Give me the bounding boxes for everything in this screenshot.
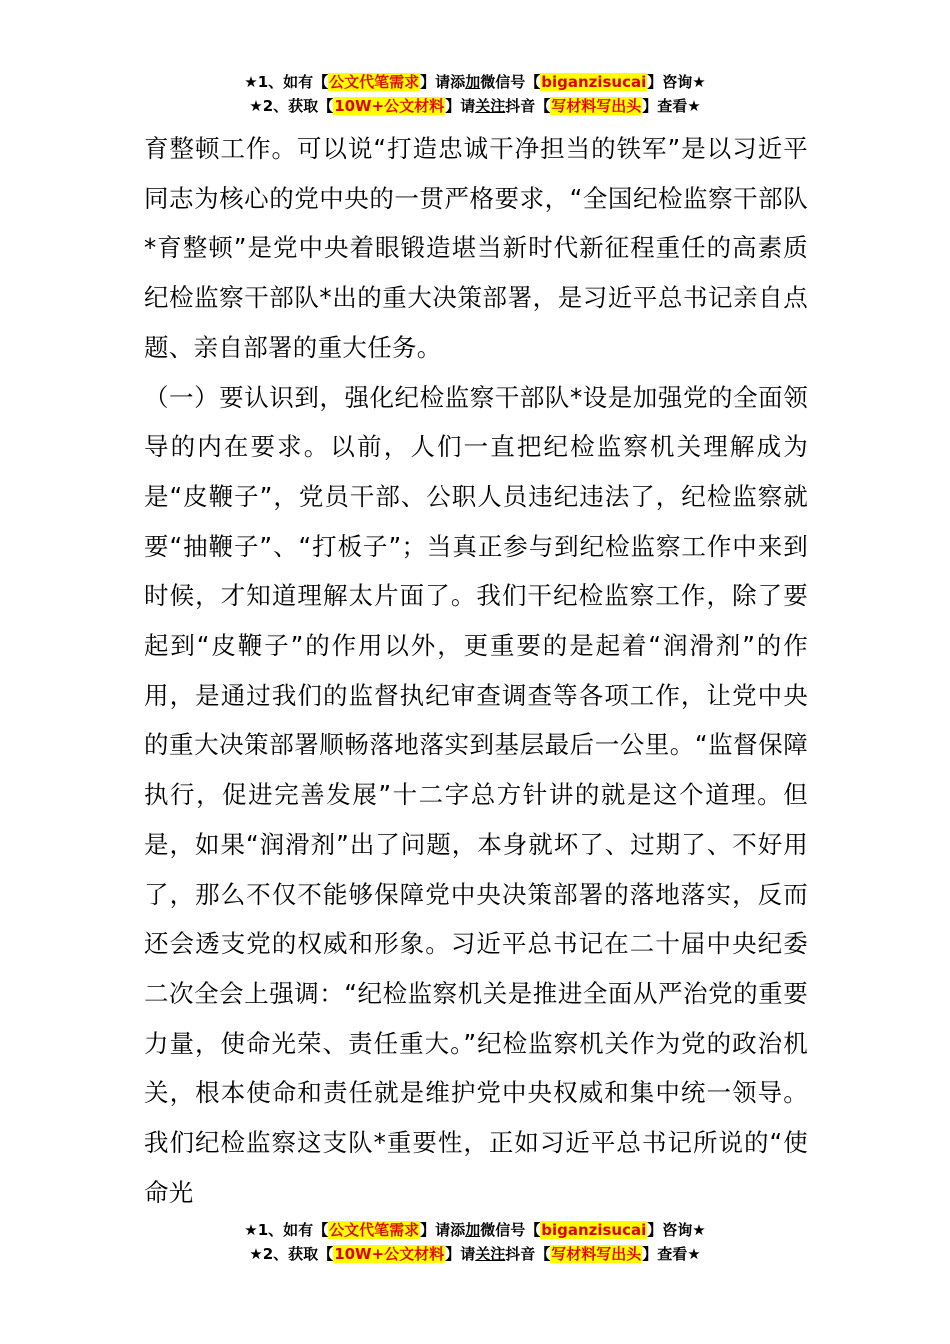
header-underline-follow: 关注	[475, 97, 506, 115]
footer-line-2-mid1: 】请	[445, 1245, 476, 1263]
header-line-2	[0, 94, 950, 118]
header-highlight-wechat-id: biganzisucai	[541, 73, 647, 91]
header-line-2-mid1: 】请	[445, 97, 476, 115]
header-line-2-suffix: 】查看★	[642, 97, 701, 115]
footer-line-1-mid1: 】请添	[420, 1221, 466, 1239]
footer-line-1-suffix: 】咨询★	[647, 1221, 706, 1239]
footer-line-1	[0, 1218, 950, 1242]
header-line-1-mid1: 】请添	[420, 73, 466, 91]
body-paragraph-2: （一）要认识到，强化纪检监察干部队*设是加强党的全面领导的内在要求。以前，人们一直把纪检监察机关理解成为是“皮鞭子”，党员干部、公职人员违纪违法了，纪检监察就要“抽鞭子”、“打板子”；当真正参与到纪检监察工作中来到时候，才知道理解太片面了。我们干纪检监察工作，除了要起到“皮鞭子”的作用以外，更重要的是起着“润滑剂”的作用，是通过我们的监督执纪审查调查等各项工作，让党中央的重大决策部署顺畅落地落实到基层最后一公里。“监督保障执行，促进完善发展”十二字总方针讲的就是这个道理。但是，如果“润滑剂”出了问题，本身就坏了、过期了、不好用了，那么不仅不能够保障党中央决策部署的落地落实，反而还会透支党的权威和形象。习近平总书记在二十届中央纪委二次全会上强调：“纪检监察机关是推进全面从严治党的重要力量，使命光荣、责任重大。”纪检监察机关作为党的政治机关，根本使命和责任就是维护党中央权威和集中统一领导。我们纪检监察这支队*重要性，正如习近平总书记所说的“使命光	[144, 382, 808, 1207]
footer-highlight-douyin-account: 写材料写出头	[551, 1245, 642, 1263]
header-highlight-service: 公文代笔需求	[329, 73, 420, 91]
footer-highlight-wechat-id: biganzisucai	[541, 1221, 647, 1239]
document-body	[144, 124, 808, 1217]
header-banner	[0, 70, 950, 118]
footer-highlight-materials: 10W+公文材料	[334, 1245, 445, 1263]
footer-banner	[0, 1218, 950, 1266]
body-paragraph-1: 育整顿工作。可以说“打造忠诚干净担当的铁军”是以习近平同志为核心的党中央的一贯严格要求，“全国纪检监察干部队*育整顿”是党中央着眼锻造堪当新时代新征程重任的高素质纪检监察干部队*出的重大决策部署，是习近平总书记亲自点题、亲自部署的重大任务。	[144, 134, 808, 362]
header-line-1-prefix: ★1、如有【	[244, 73, 329, 91]
header-line-1-mid2: 微信号【	[480, 73, 541, 91]
header-line-2-mid2: 抖音【	[505, 97, 551, 115]
footer-line-2-mid2: 抖音【	[505, 1245, 551, 1263]
footer-underline-add: 加	[465, 1221, 481, 1239]
footer-line-1-prefix: ★1、如有【	[244, 1221, 329, 1239]
header-highlight-materials: 10W+公文材料	[334, 97, 445, 115]
footer-underline-follow: 关注	[475, 1245, 506, 1263]
footer-line-2-prefix: ★2、获取【	[249, 1245, 334, 1263]
header-underline-add: 加	[465, 73, 481, 91]
footer-highlight-service: 公文代笔需求	[329, 1221, 420, 1239]
footer-line-1-mid2: 微信号【	[480, 1221, 541, 1239]
footer-line-2-suffix: 】查看★	[642, 1245, 701, 1263]
header-line-1	[0, 70, 950, 94]
header-highlight-douyin-account: 写材料写出头	[551, 97, 642, 115]
header-line-1-suffix: 】咨询★	[647, 73, 706, 91]
header-line-2-prefix: ★2、获取【	[249, 97, 334, 115]
footer-line-2	[0, 1242, 950, 1266]
